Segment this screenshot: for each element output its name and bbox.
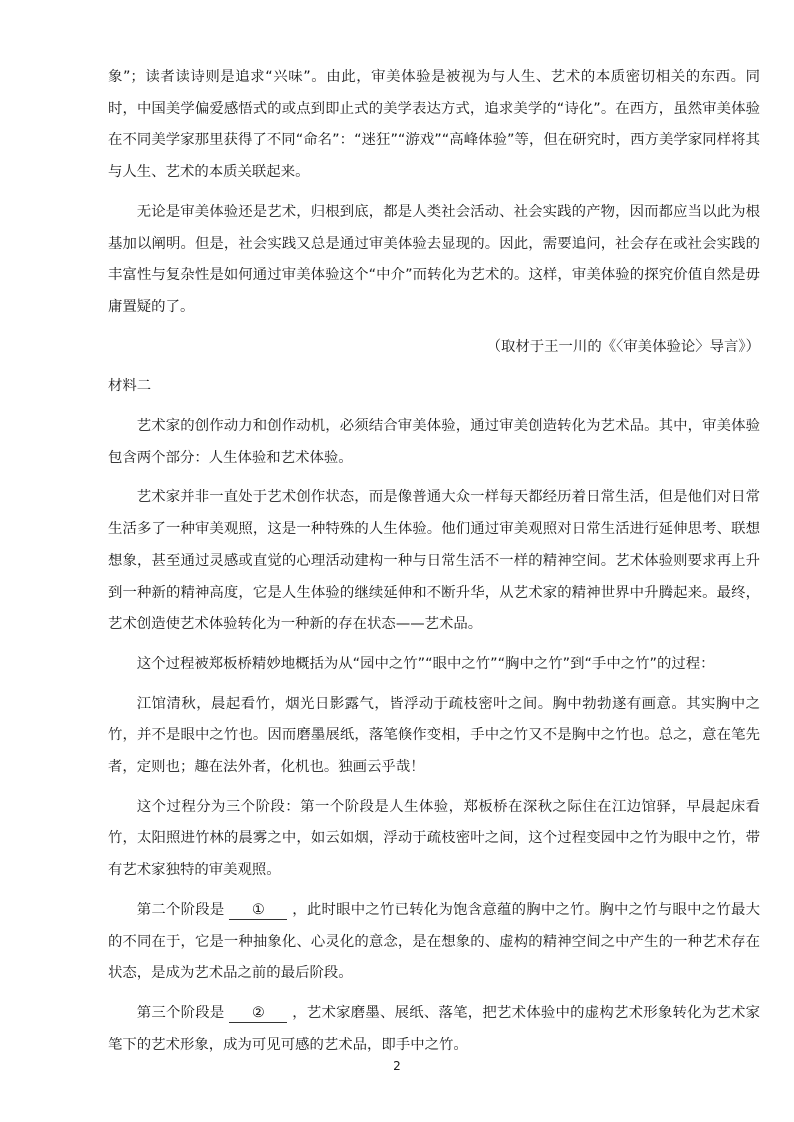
paragraph-4: 艺术家并非一直处于艺术创作状态，而是像普通大众一样每天都经历着日常生活，但是他们对日常生活多了一种审美观照，这是一种特殊的人生体验。他们通过审美观照对日常生活进行延伸思考、联想想象，甚至通过灵感或直觉的心理活动建构一种与日常生活不一样的精神空间。艺术体验则要求再上升到一种新的精神高度，它是人生体验的继续延伸和不断升华，从艺术家的精神世界中升腾起来。最终，艺术创造使艺术体验转化为一种新的存在状态——艺术品。 — [108, 489, 760, 633]
paragraph-8-lead: 第二个阶段是 — [136, 901, 225, 918]
paragraph-9-lead: 第三个阶段是 — [136, 1004, 225, 1021]
section-heading-material-2: 材料二 — [108, 378, 152, 395]
body-text — [108, 62, 760, 1061]
paragraph-5: 这个过程被郑板桥精妙地概括为从“园中之竹”“眼中之竹”“胸中之竹”到“手中之竹”的过程： — [136, 655, 715, 672]
paragraph-9 — [108, 998, 760, 1061]
page-number: 2 — [393, 1059, 401, 1073]
fill-blank-2: ② — [229, 1004, 287, 1023]
paragraph-2: 无论是审美体验还是艺术，归根到底，都是人类社会活动、社会实践的产物，因而都应当以此为根基加以阐明。但是，社会实践又总是通过审美体验去显现的。因此，需要追问，社会存在或社会实践的丰富性与复杂性是如何通过审美体验这个“中介”而转化为艺术的。这样，审美体验的探究价值自然是毋庸置疑的了。 — [108, 203, 760, 315]
source-citation: （取材于王一川的《〈审美体验论〉导言》） — [486, 338, 760, 355]
paragraph-8-rest: ，此时眼中之竹已转化为饱含意蕴的胸中之竹。胸中之竹与眼中之竹最大的不同在于，它是一种抽象化、心灵化的意念，是在想象的、虚构的精神空间之中产生的一种艺术存在状态，是成为艺术品之前的最后阶段。 — [108, 901, 760, 982]
paragraph-7: 这个过程分为三个阶段：第一个阶段是人生体验，郑板桥在深秋之际住在江边馆驿，早晨起床看竹，太阳照进竹林的晨雾之中，如云如烟，浮动于疏枝密叶之间，这个过程变园中之竹为眼中之竹，带有艺术家独特的审美观照。 — [108, 798, 760, 879]
paragraph-8 — [108, 895, 760, 990]
paragraph-quote: 江馆清秋，晨起看竹，烟光日影露气，皆浮动于疏枝密叶之间。胸中勃勃遂有画意。其实胸中之竹，并不是眼中之竹也。因而磨墨展纸，落笔倏作变相，手中之竹又不是胸中之竹也。总之，意在笔先者，定则也；趣在法外者，化机也。独画云乎哉！ — [108, 695, 760, 776]
fill-blank-1: ① — [229, 901, 287, 920]
paragraph-1: 象”；读者读诗则是追求“兴味”。由此，审美体验是被视为与人生、艺术的本质密切相关的东西。同时，中国美学偏爱感悟式的或点到即止式的美学表达方式，追求美学的“诗化”。在西方，虽然审美体验在不同美学家那里获得了不同“命名”：“迷狂”“游戏”“高峰体验”等，但在研究时，西方美学家同样将其与人生、艺术的本质关联起来。 — [108, 69, 760, 181]
paragraph-3: 艺术家的创作动力和创作动机，必须结合审美体验，通过审美创造转化为艺术品。其中，审美体验包含两个部分：人生体验和艺术体验。 — [108, 418, 760, 466]
paragraph-9-rest: ，艺术家磨墨、展纸、落笔，把艺术体验中的虚构艺术形象转化为艺术家笔下的艺术形象，成为可见可感的艺术品，即手中之竹。 — [108, 1004, 760, 1053]
